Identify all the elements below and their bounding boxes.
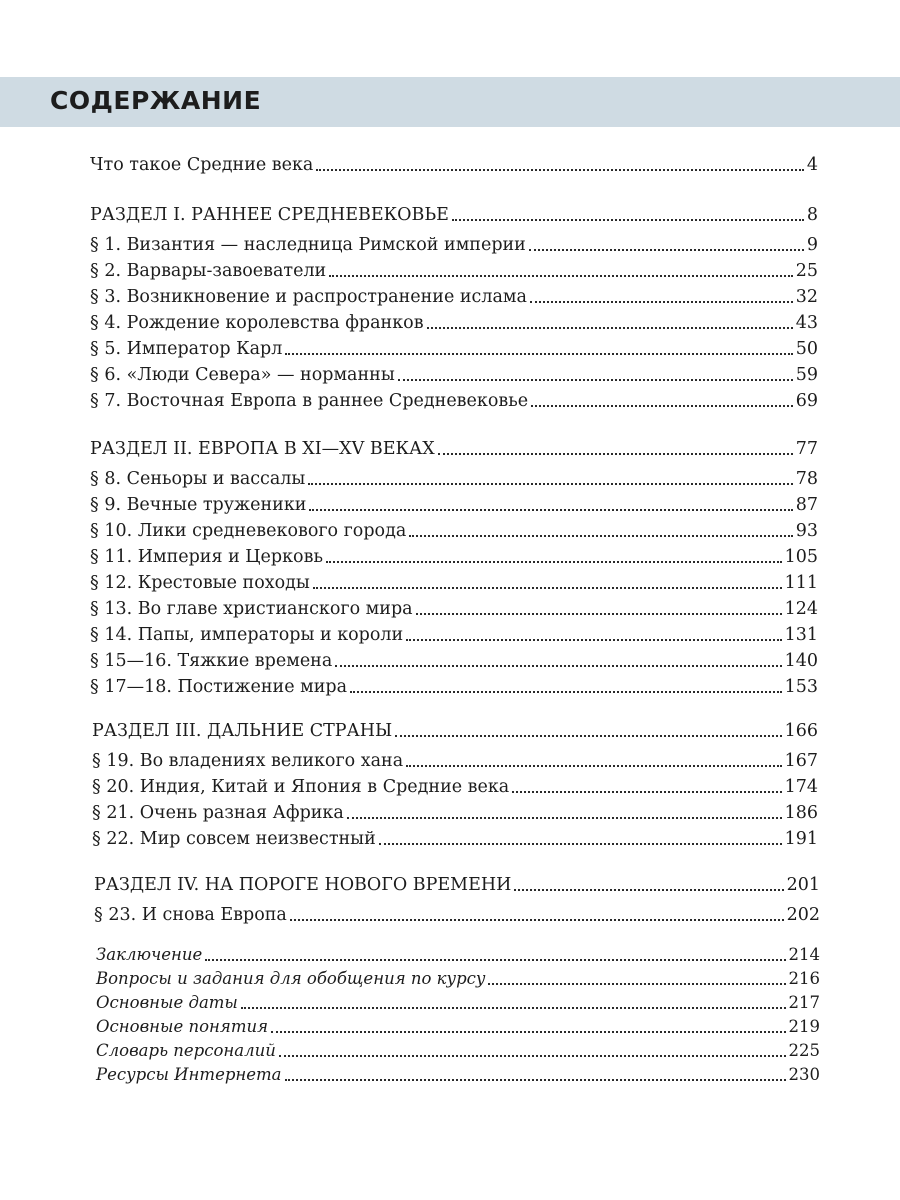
toc-entry-label: § 6. «Люди Севера» — норманны bbox=[90, 365, 395, 385]
toc-entry-page: 201 bbox=[786, 875, 820, 895]
toc-entry-label: Заключение bbox=[96, 945, 203, 964]
toc-entry-page: 124 bbox=[784, 599, 818, 619]
dot-leader bbox=[530, 301, 793, 303]
toc-entry[interactable] bbox=[90, 568, 818, 594]
toc-entry-page: 105 bbox=[784, 547, 818, 567]
toc-entry-page: 219 bbox=[788, 1017, 820, 1036]
toc-entry-page: 111 bbox=[784, 573, 818, 593]
toc-entry-label: § 15—16. Тяжкие времена bbox=[90, 651, 333, 671]
dot-leader bbox=[271, 1031, 785, 1033]
toc-entry-page: 140 bbox=[784, 651, 818, 671]
toc-entry-label: § 12. Крестовые походы bbox=[90, 573, 310, 593]
dot-leader bbox=[512, 791, 781, 793]
toc-entry[interactable] bbox=[92, 746, 818, 772]
toc-entry-label: § 9. Вечные труженики bbox=[90, 495, 307, 515]
toc-entry-page: 191 bbox=[784, 829, 818, 849]
toc-entry[interactable] bbox=[90, 542, 818, 568]
toc-appendix-entry[interactable] bbox=[96, 1012, 820, 1038]
dot-leader bbox=[531, 405, 793, 407]
toc-entry-label: РАЗДЕЛ IV. НА ПОРОГЕ НОВОГО ВРЕМЕНИ bbox=[94, 875, 512, 895]
toc-entry[interactable] bbox=[92, 798, 818, 824]
toc-entry-label: § 4. Рождение королевства франков bbox=[90, 313, 424, 333]
toc-entry[interactable] bbox=[90, 620, 818, 646]
dot-leader bbox=[313, 587, 782, 589]
toc-entry[interactable] bbox=[92, 824, 818, 850]
toc-appendix-entry[interactable] bbox=[96, 940, 820, 966]
toc-entry[interactable] bbox=[90, 672, 818, 698]
dot-leader bbox=[379, 843, 782, 845]
toc-entry-page: 9 bbox=[806, 235, 818, 255]
toc-entry-label: § 3. Возникновение и распространение ислама bbox=[90, 287, 527, 307]
dot-leader bbox=[406, 639, 781, 641]
page-title: СОДЕРЖАНИЕ bbox=[50, 86, 262, 115]
toc-entry-label: § 23. И снова Европа bbox=[94, 905, 287, 925]
dot-leader bbox=[398, 379, 793, 381]
toc-entry[interactable] bbox=[90, 464, 818, 490]
toc-entry-label: Вопросы и задания для обобщения по курсу bbox=[96, 969, 486, 988]
toc-entry[interactable] bbox=[90, 594, 818, 620]
toc-entry-page: 8 bbox=[806, 205, 818, 225]
toc-entry-label: Ресурсы Интернета bbox=[96, 1065, 282, 1084]
dot-leader bbox=[514, 889, 783, 891]
toc-entry-page: 214 bbox=[788, 945, 820, 964]
dot-leader bbox=[279, 1055, 786, 1057]
dot-leader bbox=[488, 983, 785, 985]
toc-entry[interactable] bbox=[90, 386, 818, 412]
toc-entry-page: 78 bbox=[795, 469, 818, 489]
toc-entry-page: 166 bbox=[784, 721, 818, 741]
toc-entry-page: 186 bbox=[784, 803, 818, 823]
toc-entry-page: 230 bbox=[788, 1065, 820, 1084]
toc-entry[interactable] bbox=[90, 256, 818, 282]
dot-leader bbox=[438, 453, 793, 455]
toc-entry-page: 4 bbox=[806, 155, 818, 175]
dot-leader bbox=[347, 817, 782, 819]
toc-entry-label: § 17—18. Постижение мира bbox=[90, 677, 348, 697]
toc-entry-label: § 1. Византия — наследница Римской империи bbox=[90, 235, 526, 255]
toc-entry-label: Что такое Средние века bbox=[90, 155, 314, 175]
dot-leader bbox=[308, 483, 792, 485]
toc-entry-page: 216 bbox=[788, 969, 820, 988]
toc-entry-page: 59 bbox=[795, 365, 818, 385]
toc-entry-page: 32 bbox=[795, 287, 818, 307]
toc-entry-label: § 2. Варвары-завоеватели bbox=[90, 261, 327, 281]
dot-leader bbox=[241, 1007, 786, 1009]
toc-entry-label: § 5. Император Карл bbox=[90, 339, 283, 359]
dot-leader bbox=[395, 735, 781, 737]
toc-entry-label: § 22. Мир совсем неизвестный bbox=[92, 829, 376, 849]
dot-leader bbox=[329, 275, 792, 277]
toc-entry-page: 77 bbox=[795, 439, 818, 459]
toc-entry-page: 43 bbox=[795, 313, 818, 333]
toc-entry[interactable] bbox=[92, 772, 818, 798]
dot-leader bbox=[335, 665, 781, 667]
toc-section-heading[interactable] bbox=[94, 870, 820, 896]
toc-entry-page: 50 bbox=[795, 339, 818, 359]
dot-leader bbox=[452, 219, 804, 221]
toc-entry-page: 25 bbox=[795, 261, 818, 281]
toc-entry-label: § 10. Лики средневекового города bbox=[90, 521, 407, 541]
toc-entry-label: РАЗДЕЛ II. ЕВРОПА В XI—XV ВЕКАХ bbox=[90, 439, 435, 459]
toc-entry[interactable] bbox=[90, 308, 818, 334]
toc-entry-label: § 8. Сеньоры и вассалы bbox=[90, 469, 306, 489]
toc-entry-label: § 20. Индия, Китай и Япония в Средние века bbox=[92, 777, 510, 797]
toc-entry-label: Основные даты bbox=[96, 993, 238, 1012]
dot-leader bbox=[529, 249, 804, 251]
toc-entry-page: 93 bbox=[795, 521, 818, 541]
toc-entry-page: 217 bbox=[788, 993, 820, 1012]
toc-entry-label: Основные понятия bbox=[96, 1017, 269, 1036]
toc-entry-page: 167 bbox=[784, 751, 818, 771]
toc-entry-label: § 14. Папы, императоры и короли bbox=[90, 625, 404, 645]
toc-entry[interactable] bbox=[90, 334, 818, 360]
toc-entry[interactable] bbox=[90, 230, 818, 256]
toc-entry-page: 225 bbox=[788, 1041, 820, 1060]
toc-entry[interactable] bbox=[90, 516, 818, 542]
toc-section-heading[interactable] bbox=[90, 434, 818, 460]
toc-entry-page: 153 bbox=[784, 677, 818, 697]
dot-leader bbox=[309, 509, 792, 511]
dot-leader bbox=[285, 1079, 786, 1081]
toc-section-heading[interactable] bbox=[90, 200, 818, 226]
toc-entry-page: 69 bbox=[795, 391, 818, 411]
toc-appendix-entry[interactable] bbox=[96, 1060, 820, 1086]
toc-entry[interactable] bbox=[94, 900, 820, 926]
toc-entry-page: 174 bbox=[784, 777, 818, 797]
dot-leader bbox=[416, 613, 782, 615]
toc-entry-label: § 13. Во главе христианского мира bbox=[90, 599, 413, 619]
toc-appendix-entry[interactable] bbox=[96, 1036, 820, 1062]
dot-leader bbox=[409, 535, 792, 537]
toc-entry-page: 202 bbox=[786, 905, 820, 925]
dot-leader bbox=[316, 169, 803, 171]
dot-leader bbox=[285, 353, 792, 355]
toc-entry-label: § 7. Восточная Европа в раннее Средневековье bbox=[90, 391, 529, 411]
dot-leader bbox=[406, 765, 781, 767]
toc-entry-label: § 11. Империя и Церковь bbox=[90, 547, 323, 567]
toc-entry[interactable] bbox=[90, 490, 818, 516]
toc-entry[interactable] bbox=[90, 646, 818, 672]
toc-entry-label: Словарь персоналий bbox=[96, 1041, 276, 1060]
dot-leader bbox=[205, 959, 785, 961]
toc-entry-label: § 19. Во владениях великого хана bbox=[92, 751, 404, 771]
toc-entry[interactable] bbox=[90, 360, 818, 386]
dot-leader bbox=[326, 561, 782, 563]
dot-leader bbox=[290, 919, 784, 921]
toc-entry-page: 131 bbox=[784, 625, 818, 645]
toc-entry-label: § 21. Очень разная Африка bbox=[92, 803, 344, 823]
dot-leader bbox=[427, 327, 793, 329]
toc-entry[interactable] bbox=[90, 150, 818, 176]
toc-appendix-entry[interactable] bbox=[96, 988, 820, 1014]
toc-entry-page: 87 bbox=[795, 495, 818, 515]
toc-appendix-entry[interactable] bbox=[96, 964, 820, 990]
toc-section-heading[interactable] bbox=[92, 716, 818, 742]
toc-entry-label: РАЗДЕЛ III. ДАЛЬНИЕ СТРАНЫ bbox=[92, 721, 393, 741]
dot-leader bbox=[350, 691, 782, 693]
toc-entry[interactable] bbox=[90, 282, 818, 308]
toc-entry-label: РАЗДЕЛ I. РАННЕЕ СРЕДНЕВЕКОВЬЕ bbox=[90, 205, 449, 225]
